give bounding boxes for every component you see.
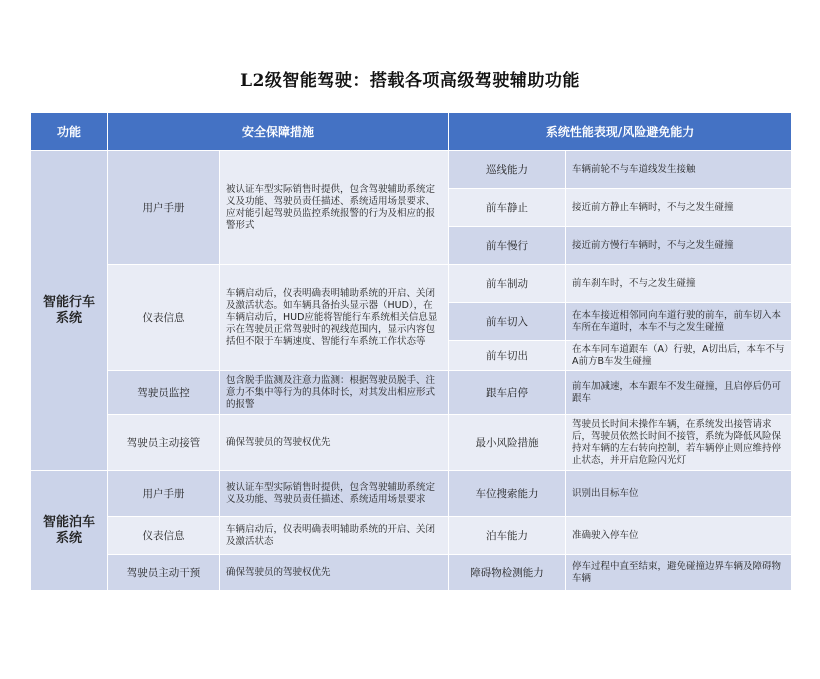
ability-desc: 接近前方静止车辆时，不与之发生碰撞: [566, 189, 792, 227]
measure-desc: 被认证车型实际销售时提供，包含驾驶辅助系统定义及功能、驾驶员责任描述、系统适用场景要求: [220, 471, 449, 517]
measure-label: 用户手册: [108, 471, 220, 517]
ability-desc: 在本车同车道跟车（A）行驶，A切出后，本车不与A前方B车发生碰撞: [566, 341, 792, 371]
measure-desc: 确保驾驶员的驾驶权优先: [220, 555, 449, 591]
ability-name: 前车慢行: [449, 227, 566, 265]
ability-desc: 驾驶员长时间未操作车辆，在系统发出接管请求后，驾驶员依然长时间不接管，系统为降低风险保持对车辆的左右转向控制，若车辆停止则应维持停止状态，并开启危险闪光灯: [566, 415, 792, 471]
category-driving: 智能行车系统: [31, 151, 108, 471]
ability-name: 泊车能力: [449, 517, 566, 555]
ability-desc: 前车刹车时，不与之发生碰撞: [566, 265, 792, 303]
measure-label: 仪表信息: [108, 265, 220, 371]
table-row: [31, 471, 792, 517]
table-row: [31, 517, 792, 555]
header-function: 功能: [31, 113, 108, 151]
table-row: [31, 265, 792, 303]
header-performance: 系统性能表现/风险避免能力: [449, 113, 792, 151]
ability-desc: 车辆前轮不与车道线发生接触: [566, 151, 792, 189]
measure-label: 驾驶员监控: [108, 371, 220, 415]
measure-desc: 确保驾驶员的驾驶权优先: [220, 415, 449, 471]
ability-desc: 识别出目标车位: [566, 471, 792, 517]
measure-desc: 车辆启动后，仪表明确表明辅助系统的开启、关闭及激活状态。如车辆具备抬头显示器（HUD），在车辆启动后，HUD应能将智能行车系统相关信息显示在驾驶员正常驾驶时的视线范围内，显示内容包括但不限于车辆速度、智能行车系统工作状态等: [220, 265, 449, 371]
table-row: [31, 371, 792, 415]
measure-label: 驾驶员主动干预: [108, 555, 220, 591]
ability-desc: 停车过程中直至结束，避免碰撞边界车辆及障碍物车辆: [566, 555, 792, 591]
measure-label: 仪表信息: [108, 517, 220, 555]
table-row: [31, 151, 792, 189]
ability-name: 前车制动: [449, 265, 566, 303]
ability-name: 障碍物检测能力: [449, 555, 566, 591]
ability-desc: 在本车接近相邻同向车道行驶的前车，前车切入本车所在车道时，本车不与之发生碰撞: [566, 303, 792, 341]
measure-label: 用户手册: [108, 151, 220, 265]
table-header-row: [31, 113, 792, 151]
ability-name: 跟车启停: [449, 371, 566, 415]
feature-table: [30, 112, 792, 591]
page-title: L2级智能驾驶：搭载各项高级驾驶辅助功能: [240, 71, 580, 91]
measure-desc: 车辆启动后，仪表明确表明辅助系统的开启、关闭及激活状态: [220, 517, 449, 555]
ability-name: 最小风险措施: [449, 415, 566, 471]
ability-name: 前车静止: [449, 189, 566, 227]
measure-desc: 被认证车型实际销售时提供，包含驾驶辅助系统定义及功能、驾驶员责任描述、系统适用场景要求、应对能引起驾驶员监控系统报警的行为及相应的报警形式: [220, 151, 449, 265]
ability-name: 前车切出: [449, 341, 566, 371]
category-parking: 智能泊车系统: [31, 471, 108, 591]
ability-desc: 准确驶入停车位: [566, 517, 792, 555]
ability-desc: 前车加减速，本车跟车不发生碰撞，且启停后仍可跟车: [566, 371, 792, 415]
table-row: [31, 415, 792, 471]
header-safety-measures: 安全保障措施: [108, 113, 449, 151]
ability-name: 前车切入: [449, 303, 566, 341]
table-row: [31, 555, 792, 591]
ability-name: 车位搜索能力: [449, 471, 566, 517]
ability-desc: 接近前方慢行车辆时，不与之发生碰撞: [566, 227, 792, 265]
measure-label: 驾驶员主动接管: [108, 415, 220, 471]
measure-desc: 包含脱手监测及注意力监测：根据驾驶员脱手、注意力不集中等行为的具体时长，对其发出相应形式的报警: [220, 371, 449, 415]
ability-name: 巡线能力: [449, 151, 566, 189]
